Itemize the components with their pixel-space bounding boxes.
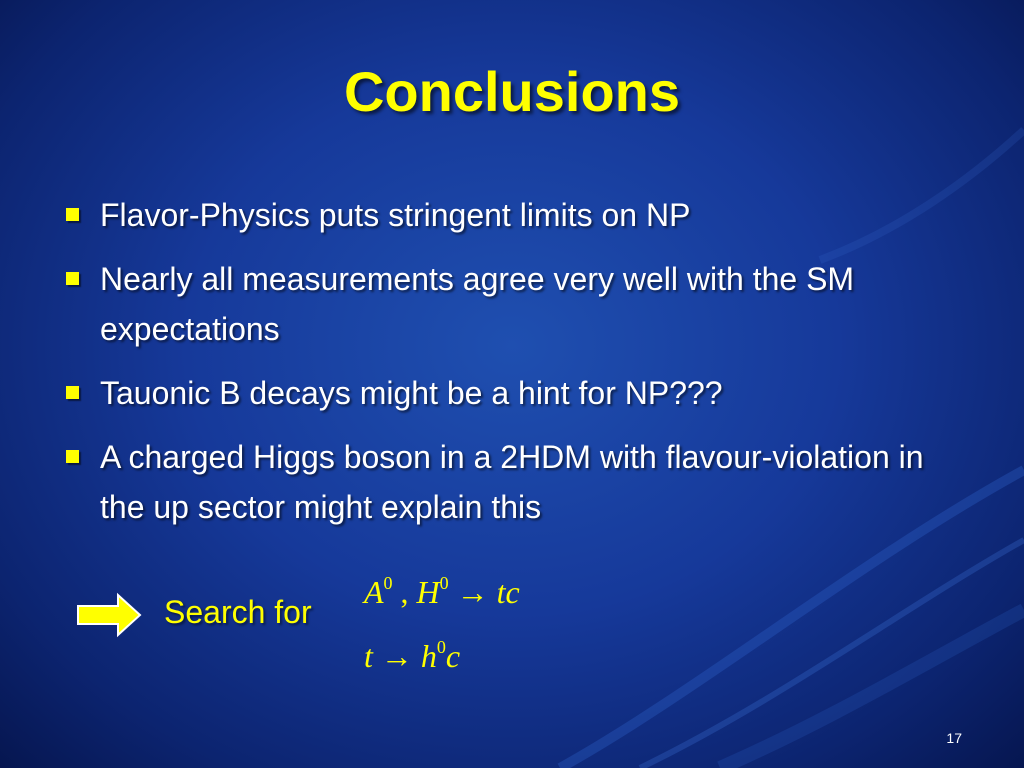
formula-symbol: t [364,638,373,674]
slide-title: Conclusions [343,60,681,123]
bullet-text: Tauonic B decays might be a hint for NP??? [100,375,723,411]
bullet-text: Flavor-Physics puts stringent limits on NP [100,197,691,233]
search-for-label: Search for [164,594,312,630]
square-bullet-icon [66,272,79,285]
formula-neutral-higgs-decay [364,572,520,612]
right-arrow-icon [76,592,142,638]
square-bullet-icon [66,450,79,463]
formula-superscript: 0 [383,573,393,593]
formula-result: c [445,638,461,674]
bullet-item [64,432,944,532]
page-number: 17 [946,730,962,746]
formula-symbol: H [416,574,440,610]
bullet-item [64,190,944,240]
formula-arrow: → [380,638,413,674]
formula-symbol: A [364,574,384,610]
formula-symbol: h [420,638,437,674]
formula-superscript: 0 [436,637,446,657]
formula-top-decay [364,636,460,676]
bullet-item [64,254,944,354]
square-bullet-icon [66,386,79,399]
formula-superscript: 0 [439,573,449,593]
formula-result: tc [496,574,520,610]
bullet-text: A charged Higgs boson in a 2HDM with flavour-violation in the up sector might explain this [100,439,924,525]
formula-arrow: → [456,574,489,610]
bullet-item [64,368,944,418]
formula-separator: , [400,574,409,610]
bullet-text: Nearly all measurements agree very well with the SM expectations [100,261,855,347]
bullet-list [64,190,944,546]
square-bullet-icon [66,208,79,221]
